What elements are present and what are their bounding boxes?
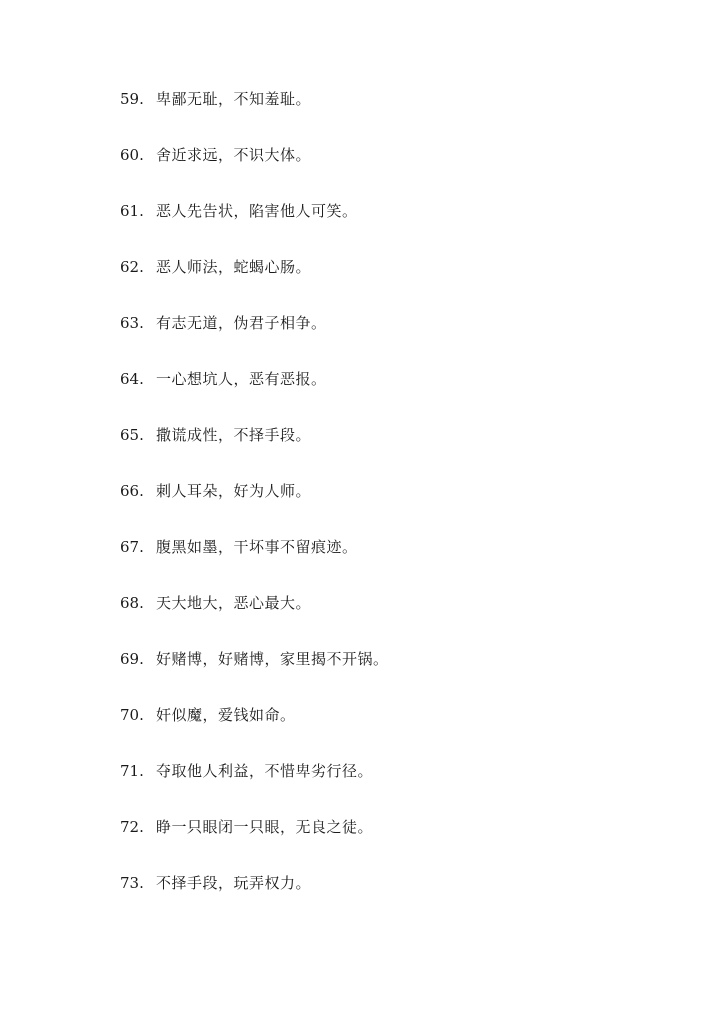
item-number: 72. (120, 818, 144, 836)
item-text: 有志无道，伪君子相争。 (156, 314, 327, 332)
item-number: 62. (120, 258, 144, 276)
item-text: 舍近求远，不识大体。 (156, 146, 312, 164)
item-number: 65. (120, 426, 144, 444)
item-text: 奸似魔，爱钱如命。 (156, 706, 296, 724)
list-item (120, 871, 389, 927)
item-text: 睁一只眼闭一只眼，无良之徒。 (156, 818, 374, 836)
item-number: 69. (120, 650, 144, 668)
list-item (120, 647, 389, 703)
list-item (120, 479, 389, 535)
list-item (120, 535, 389, 591)
item-text: 恶人先告状，陷害他人可笑。 (156, 202, 358, 220)
item-number: 70. (120, 706, 144, 724)
item-text: 一心想坑人，恶有恶报。 (156, 370, 327, 388)
item-text: 撒谎成性，不择手段。 (156, 426, 312, 444)
item-number: 68. (120, 594, 144, 612)
list-item (120, 199, 389, 255)
item-text: 刺人耳朵，好为人师。 (156, 482, 312, 500)
item-text: 好赌博，好赌博，家里揭不开锅。 (156, 650, 389, 668)
item-number: 66. (120, 482, 144, 500)
list-item (120, 255, 389, 311)
list-item (120, 143, 389, 199)
item-text: 腹黑如墨，干坏事不留痕迹。 (156, 538, 358, 556)
item-text: 卑鄙无耻，不知羞耻。 (156, 90, 312, 108)
list-item (120, 423, 389, 479)
item-number: 61. (120, 202, 144, 220)
item-number: 60. (120, 146, 144, 164)
list-item (120, 591, 389, 647)
item-number: 63. (120, 314, 144, 332)
list-item (120, 815, 389, 871)
item-text: 天大地大，恶心最大。 (156, 594, 312, 612)
list-item (120, 311, 389, 367)
item-text: 夺取他人利益，不惜卑劣行径。 (156, 762, 374, 780)
item-number: 73. (120, 874, 144, 892)
item-number: 59. (120, 90, 144, 108)
list-item (120, 759, 389, 815)
list-item (120, 703, 389, 759)
item-number: 67. (120, 538, 144, 556)
item-number: 64. (120, 370, 144, 388)
list-item (120, 367, 389, 423)
numbered-list (120, 87, 389, 927)
item-text: 恶人师法，蛇蝎心肠。 (156, 258, 312, 276)
list-item (120, 87, 389, 143)
item-text: 不择手段，玩弄权力。 (156, 874, 312, 892)
item-number: 71. (120, 762, 144, 780)
